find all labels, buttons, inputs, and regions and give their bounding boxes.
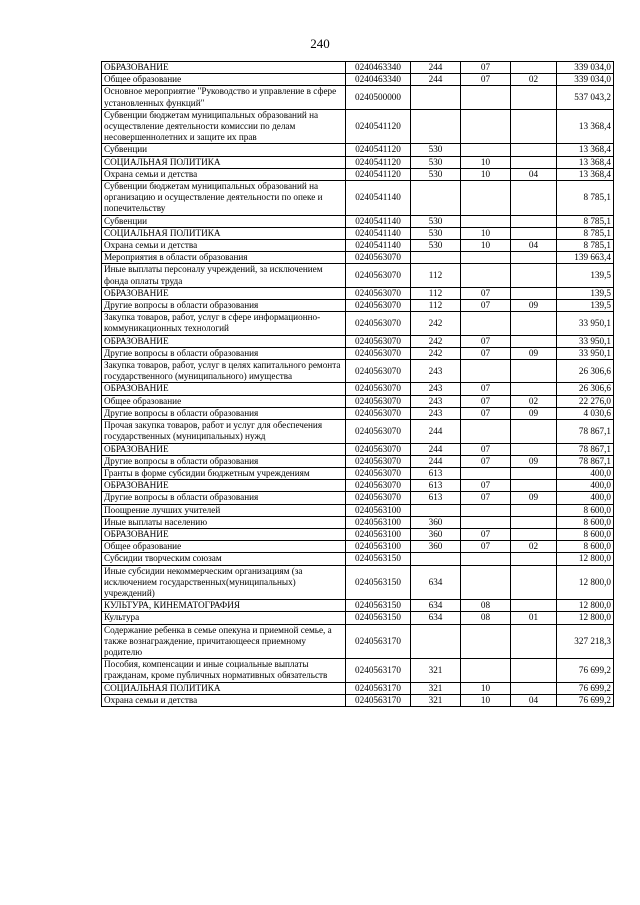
table-row: [102, 240, 614, 252]
row-sum-cell: 12 800,0: [557, 553, 614, 565]
row-code-cell: 0240563070: [346, 264, 411, 287]
row-code-cell: 0240541120: [346, 156, 411, 168]
row-expense-type-cell: 360: [411, 541, 461, 553]
row-name-cell: Мероприятия в области образования: [102, 252, 346, 264]
row-sum-cell: 76 699,2: [557, 659, 614, 682]
row-sum-cell: 8 600,0: [557, 516, 614, 528]
row-name-cell: Субвенции бюджетам муниципальных образований на осуществление деятельности комиссии по делам несовершеннолетних и защите их прав: [102, 109, 346, 144]
row-code-cell: 0240541140: [346, 181, 411, 216]
budget-table: [101, 61, 614, 707]
table-row: [102, 443, 614, 455]
row-name-cell: Охрана семьи и детства: [102, 240, 346, 252]
row-name-cell: Субвенции: [102, 215, 346, 227]
row-expense-type-cell: 244: [411, 74, 461, 86]
row-subsection-cell: [511, 144, 557, 156]
row-name-cell: Общее образование: [102, 395, 346, 407]
row-code-cell: 0240563070: [346, 287, 411, 299]
table-row: [102, 492, 614, 504]
row-name-cell: Основное мероприятие "Руководство и управление в сфере установленных функций": [102, 86, 346, 109]
row-code-cell: 0240541120: [346, 109, 411, 144]
row-name-cell: Культура: [102, 612, 346, 624]
row-expense-type-cell: 321: [411, 659, 461, 682]
row-subsection-cell: [511, 335, 557, 347]
table-row: [102, 62, 614, 74]
row-sum-cell: 78 867,1: [557, 443, 614, 455]
row-code-cell: 0240563070: [346, 407, 411, 419]
row-code-cell: 0240563070: [346, 312, 411, 335]
table-row: [102, 86, 614, 109]
row-section-cell: 07: [461, 541, 511, 553]
row-subsection-cell: [511, 480, 557, 492]
row-code-cell: 0240541140: [346, 215, 411, 227]
row-expense-type-cell: 360: [411, 516, 461, 528]
row-code-cell: 0240563070: [346, 383, 411, 395]
table-row: [102, 383, 614, 395]
row-expense-type-cell: 244: [411, 443, 461, 455]
row-code-cell: 0240563070: [346, 443, 411, 455]
row-sum-cell: 76 699,2: [557, 682, 614, 694]
row-code-cell: 0240563070: [346, 455, 411, 467]
row-section-cell: 07: [461, 300, 511, 312]
row-subsection-cell: [511, 360, 557, 383]
row-section-cell: [461, 215, 511, 227]
row-name-cell: Общее образование: [102, 541, 346, 553]
row-sum-cell: 8 785,1: [557, 215, 614, 227]
table-row: [102, 300, 614, 312]
table-row: [102, 565, 614, 600]
row-subsection-cell: [511, 62, 557, 74]
table-row: [102, 181, 614, 216]
row-subsection-cell: 09: [511, 300, 557, 312]
row-expense-type-cell: 634: [411, 565, 461, 600]
row-name-cell: СОЦИАЛЬНАЯ ПОЛИТИКА: [102, 682, 346, 694]
row-section-cell: 07: [461, 443, 511, 455]
row-code-cell: 0240563100: [346, 541, 411, 553]
row-name-cell: ОБРАЗОВАНИЕ: [102, 443, 346, 455]
table-row: [102, 600, 614, 612]
row-expense-type-cell: 530: [411, 168, 461, 180]
row-sum-cell: 8 785,1: [557, 181, 614, 216]
row-section-cell: [461, 516, 511, 528]
row-expense-type-cell: 530: [411, 144, 461, 156]
row-expense-type-cell: [411, 181, 461, 216]
row-expense-type-cell: 242: [411, 312, 461, 335]
table-row: [102, 395, 614, 407]
row-subsection-cell: [511, 659, 557, 682]
row-subsection-cell: [511, 252, 557, 264]
row-expense-type-cell: 243: [411, 360, 461, 383]
row-expense-type-cell: 634: [411, 600, 461, 612]
row-name-cell: Иные выплаты персоналу учреждений, за исключением фонда оплаты труда: [102, 264, 346, 287]
row-code-cell: 0240563170: [346, 659, 411, 682]
row-name-cell: Закупка товаров, работ, услуг в целях капитального ремонта государственного (муниципального) имущества: [102, 360, 346, 383]
row-subsection-cell: 02: [511, 395, 557, 407]
table-row: [102, 264, 614, 287]
row-name-cell: ОБРАЗОВАНИЕ: [102, 528, 346, 540]
page-number: 240: [310, 36, 330, 51]
table-row: [102, 553, 614, 565]
row-expense-type-cell: 613: [411, 467, 461, 479]
budget-table-body: [102, 62, 614, 707]
row-section-cell: [461, 109, 511, 144]
row-section-cell: 07: [461, 480, 511, 492]
table-row: [102, 682, 614, 694]
row-expense-type-cell: [411, 109, 461, 144]
table-row: [102, 516, 614, 528]
row-expense-type-cell: 530: [411, 156, 461, 168]
table-row: [102, 347, 614, 359]
row-name-cell: Закупка товаров, работ, услуг в сфере информационно-коммуникационных технологий: [102, 312, 346, 335]
row-expense-type-cell: 613: [411, 480, 461, 492]
row-section-cell: [461, 659, 511, 682]
row-code-cell: 0240563100: [346, 504, 411, 516]
row-section-cell: 07: [461, 528, 511, 540]
row-expense-type-cell: 243: [411, 407, 461, 419]
table-row: [102, 541, 614, 553]
row-name-cell: КУЛЬТУРА, КИНЕМАТОГРАФИЯ: [102, 600, 346, 612]
row-section-cell: [461, 181, 511, 216]
row-code-cell: 0240463340: [346, 74, 411, 86]
row-name-cell: ОБРАЗОВАНИЕ: [102, 287, 346, 299]
row-section-cell: 07: [461, 287, 511, 299]
row-expense-type-cell: 112: [411, 264, 461, 287]
row-sum-cell: 13 368,4: [557, 168, 614, 180]
row-section-cell: 07: [461, 395, 511, 407]
row-sum-cell: 339 034,0: [557, 62, 614, 74]
row-code-cell: 0240500000: [346, 86, 411, 109]
row-name-cell: Субвенции бюджетам муниципальных образований на организацию и осуществление деятельности по опеке и попечительству: [102, 181, 346, 216]
row-expense-type-cell: 530: [411, 215, 461, 227]
row-name-cell: Гранты в форме субсидии бюджетным учреждениям: [102, 467, 346, 479]
row-section-cell: [461, 264, 511, 287]
row-sum-cell: 8 785,1: [557, 227, 614, 239]
table-row: [102, 312, 614, 335]
row-expense-type-cell: 244: [411, 62, 461, 74]
table-row: [102, 694, 614, 706]
row-sum-cell: 139,5: [557, 287, 614, 299]
row-subsection-cell: 09: [511, 455, 557, 467]
table-row: [102, 659, 614, 682]
row-name-cell: Субсидии творческим союзам: [102, 553, 346, 565]
row-expense-type-cell: 242: [411, 347, 461, 359]
row-sum-cell: 400,0: [557, 480, 614, 492]
row-code-cell: 0240563070: [346, 360, 411, 383]
row-section-cell: 08: [461, 600, 511, 612]
row-section-cell: 10: [461, 240, 511, 252]
row-code-cell: 0240563150: [346, 612, 411, 624]
row-section-cell: 10: [461, 682, 511, 694]
table-row: [102, 624, 614, 659]
row-name-cell: Охрана семьи и детства: [102, 168, 346, 180]
row-section-cell: 07: [461, 62, 511, 74]
row-expense-type-cell: 244: [411, 420, 461, 443]
row-expense-type-cell: [411, 504, 461, 516]
row-sum-cell: 13 368,4: [557, 109, 614, 144]
row-name-cell: ОБРАЗОВАНИЕ: [102, 335, 346, 347]
row-code-cell: 0240563070: [346, 467, 411, 479]
row-sum-cell: 76 699,2: [557, 694, 614, 706]
row-subsection-cell: 09: [511, 407, 557, 419]
row-sum-cell: 22 276,0: [557, 395, 614, 407]
row-code-cell: 0240563070: [346, 420, 411, 443]
table-row: [102, 420, 614, 443]
row-section-cell: 07: [461, 335, 511, 347]
table-row: [102, 227, 614, 239]
row-name-cell: Общее образование: [102, 74, 346, 86]
row-name-cell: ОБРАЗОВАНИЕ: [102, 62, 346, 74]
table-row: [102, 215, 614, 227]
row-name-cell: ОБРАЗОВАНИЕ: [102, 383, 346, 395]
row-expense-type-cell: 530: [411, 240, 461, 252]
row-subsection-cell: 04: [511, 694, 557, 706]
row-section-cell: 07: [461, 383, 511, 395]
row-name-cell: Другие вопросы в области образования: [102, 455, 346, 467]
row-expense-type-cell: 613: [411, 492, 461, 504]
row-code-cell: 0240541140: [346, 227, 411, 239]
row-section-cell: 07: [461, 74, 511, 86]
row-subsection-cell: 09: [511, 492, 557, 504]
row-subsection-cell: [511, 565, 557, 600]
row-code-cell: 0240563070: [346, 252, 411, 264]
row-expense-type-cell: [411, 553, 461, 565]
row-sum-cell: 33 950,1: [557, 347, 614, 359]
row-subsection-cell: [511, 227, 557, 239]
row-expense-type-cell: 243: [411, 383, 461, 395]
row-subsection-cell: [511, 109, 557, 144]
row-section-cell: 07: [461, 492, 511, 504]
row-section-cell: 07: [461, 407, 511, 419]
row-sum-cell: 13 368,4: [557, 156, 614, 168]
row-section-cell: 10: [461, 227, 511, 239]
row-expense-type-cell: 530: [411, 227, 461, 239]
row-sum-cell: 8 600,0: [557, 504, 614, 516]
row-sum-cell: 139,5: [557, 264, 614, 287]
row-name-cell: Другие вопросы в области образования: [102, 492, 346, 504]
table-row: [102, 287, 614, 299]
row-name-cell: Иные выплаты населению: [102, 516, 346, 528]
table-row: [102, 335, 614, 347]
row-subsection-cell: [511, 467, 557, 479]
row-code-cell: 0240563070: [346, 492, 411, 504]
row-name-cell: Прочая закупка товаров, работ и услуг для обеспечения государственных (муниципальных) нужд: [102, 420, 346, 443]
row-subsection-cell: [511, 553, 557, 565]
row-section-cell: [461, 252, 511, 264]
row-subsection-cell: [511, 624, 557, 659]
table-row: [102, 252, 614, 264]
row-subsection-cell: [511, 383, 557, 395]
row-sum-cell: 78 867,1: [557, 420, 614, 443]
table-row: [102, 612, 614, 624]
row-section-cell: [461, 360, 511, 383]
row-subsection-cell: 04: [511, 168, 557, 180]
row-sum-cell: 33 950,1: [557, 335, 614, 347]
row-expense-type-cell: [411, 252, 461, 264]
row-code-cell: 0240563150: [346, 553, 411, 565]
row-name-cell: Другие вопросы в области образования: [102, 300, 346, 312]
row-sum-cell: 13 368,4: [557, 144, 614, 156]
row-expense-type-cell: 243: [411, 395, 461, 407]
row-subsection-cell: [511, 181, 557, 216]
row-subsection-cell: [511, 312, 557, 335]
row-name-cell: ОБРАЗОВАНИЕ: [102, 480, 346, 492]
row-section-cell: [461, 86, 511, 109]
row-subsection-cell: [511, 504, 557, 516]
row-sum-cell: 4 030,6: [557, 407, 614, 419]
row-subsection-cell: [511, 516, 557, 528]
row-section-cell: [461, 144, 511, 156]
table-row: [102, 528, 614, 540]
row-subsection-cell: [511, 287, 557, 299]
row-code-cell: 0240563070: [346, 395, 411, 407]
row-subsection-cell: [511, 682, 557, 694]
row-name-cell: Содержание ребенка в семье опекуна и приемной семье, а также вознаграждение, причитающееся приемному родителю: [102, 624, 346, 659]
row-section-cell: [461, 624, 511, 659]
table-row: [102, 109, 614, 144]
row-sum-cell: 12 800,0: [557, 565, 614, 600]
row-expense-type-cell: 242: [411, 335, 461, 347]
row-subsection-cell: 01: [511, 612, 557, 624]
row-section-cell: 07: [461, 347, 511, 359]
row-code-cell: 0240563070: [346, 347, 411, 359]
row-sum-cell: 400,0: [557, 492, 614, 504]
row-sum-cell: 139 663,4: [557, 252, 614, 264]
row-code-cell: 0240541140: [346, 240, 411, 252]
row-name-cell: СОЦИАЛЬНАЯ ПОЛИТИКА: [102, 227, 346, 239]
row-sum-cell: 537 043,2: [557, 86, 614, 109]
row-expense-type-cell: 360: [411, 528, 461, 540]
row-expense-type-cell: 112: [411, 287, 461, 299]
row-subsection-cell: [511, 528, 557, 540]
row-name-cell: Субвенции: [102, 144, 346, 156]
table-row: [102, 144, 614, 156]
row-name-cell: СОЦИАЛЬНАЯ ПОЛИТИКА: [102, 156, 346, 168]
row-sum-cell: 8 600,0: [557, 528, 614, 540]
row-expense-type-cell: [411, 86, 461, 109]
row-sum-cell: 33 950,1: [557, 312, 614, 335]
row-code-cell: 0240563150: [346, 565, 411, 600]
row-sum-cell: 339 034,0: [557, 74, 614, 86]
row-expense-type-cell: 321: [411, 682, 461, 694]
row-code-cell: 0240563170: [346, 682, 411, 694]
row-name-cell: Охрана семьи и детства: [102, 694, 346, 706]
row-code-cell: 0240563100: [346, 516, 411, 528]
row-section-cell: [461, 504, 511, 516]
row-sum-cell: 139,5: [557, 300, 614, 312]
row-subsection-cell: [511, 600, 557, 612]
row-sum-cell: 12 800,0: [557, 612, 614, 624]
table-row: [102, 455, 614, 467]
row-expense-type-cell: 321: [411, 694, 461, 706]
row-subsection-cell: [511, 86, 557, 109]
row-subsection-cell: [511, 443, 557, 455]
row-section-cell: [461, 467, 511, 479]
row-section-cell: 07: [461, 455, 511, 467]
row-name-cell: Поощрение лучших учителей: [102, 504, 346, 516]
table-row: [102, 467, 614, 479]
row-section-cell: [461, 565, 511, 600]
row-section-cell: 08: [461, 612, 511, 624]
row-expense-type-cell: 244: [411, 455, 461, 467]
row-sum-cell: 400,0: [557, 467, 614, 479]
row-name-cell: Иные субсидии некоммерческим организациям (за исключением государственных(муниципальных) учреждений): [102, 565, 346, 600]
row-subsection-cell: 02: [511, 74, 557, 86]
row-name-cell: Пособия, компенсации и иные социальные выплаты гражданам, кроме публичных нормативных обязательств: [102, 659, 346, 682]
row-name-cell: Другие вопросы в области образования: [102, 407, 346, 419]
row-sum-cell: 78 867,1: [557, 455, 614, 467]
row-sum-cell: 327 218,3: [557, 624, 614, 659]
table-row: [102, 480, 614, 492]
row-code-cell: 0240463340: [346, 62, 411, 74]
row-code-cell: 0240563070: [346, 335, 411, 347]
row-code-cell: 0240563100: [346, 528, 411, 540]
row-code-cell: 0240541120: [346, 144, 411, 156]
row-subsection-cell: [511, 420, 557, 443]
table-row: [102, 168, 614, 180]
table-row: [102, 74, 614, 86]
row-section-cell: [461, 553, 511, 565]
row-subsection-cell: [511, 156, 557, 168]
row-section-cell: 10: [461, 156, 511, 168]
row-code-cell: 0240563070: [346, 300, 411, 312]
row-section-cell: 10: [461, 168, 511, 180]
row-subsection-cell: 02: [511, 541, 557, 553]
table-row: [102, 156, 614, 168]
row-code-cell: 0240563150: [346, 600, 411, 612]
row-section-cell: [461, 420, 511, 443]
row-code-cell: 0240541120: [346, 168, 411, 180]
row-section-cell: 10: [461, 694, 511, 706]
row-subsection-cell: [511, 215, 557, 227]
row-expense-type-cell: 112: [411, 300, 461, 312]
row-code-cell: 0240563170: [346, 624, 411, 659]
row-sum-cell: 26 306,6: [557, 383, 614, 395]
row-subsection-cell: 04: [511, 240, 557, 252]
row-expense-type-cell: 634: [411, 612, 461, 624]
row-sum-cell: 26 306,6: [557, 360, 614, 383]
row-sum-cell: 12 800,0: [557, 600, 614, 612]
row-sum-cell: 8 785,1: [557, 240, 614, 252]
row-subsection-cell: [511, 264, 557, 287]
row-sum-cell: 8 600,0: [557, 541, 614, 553]
row-name-cell: Другие вопросы в области образования: [102, 347, 346, 359]
row-code-cell: 0240563170: [346, 694, 411, 706]
table-row: [102, 407, 614, 419]
row-expense-type-cell: [411, 624, 461, 659]
row-subsection-cell: 09: [511, 347, 557, 359]
row-code-cell: 0240563070: [346, 480, 411, 492]
table-row: [102, 504, 614, 516]
table-row: [102, 360, 614, 383]
row-section-cell: [461, 312, 511, 335]
